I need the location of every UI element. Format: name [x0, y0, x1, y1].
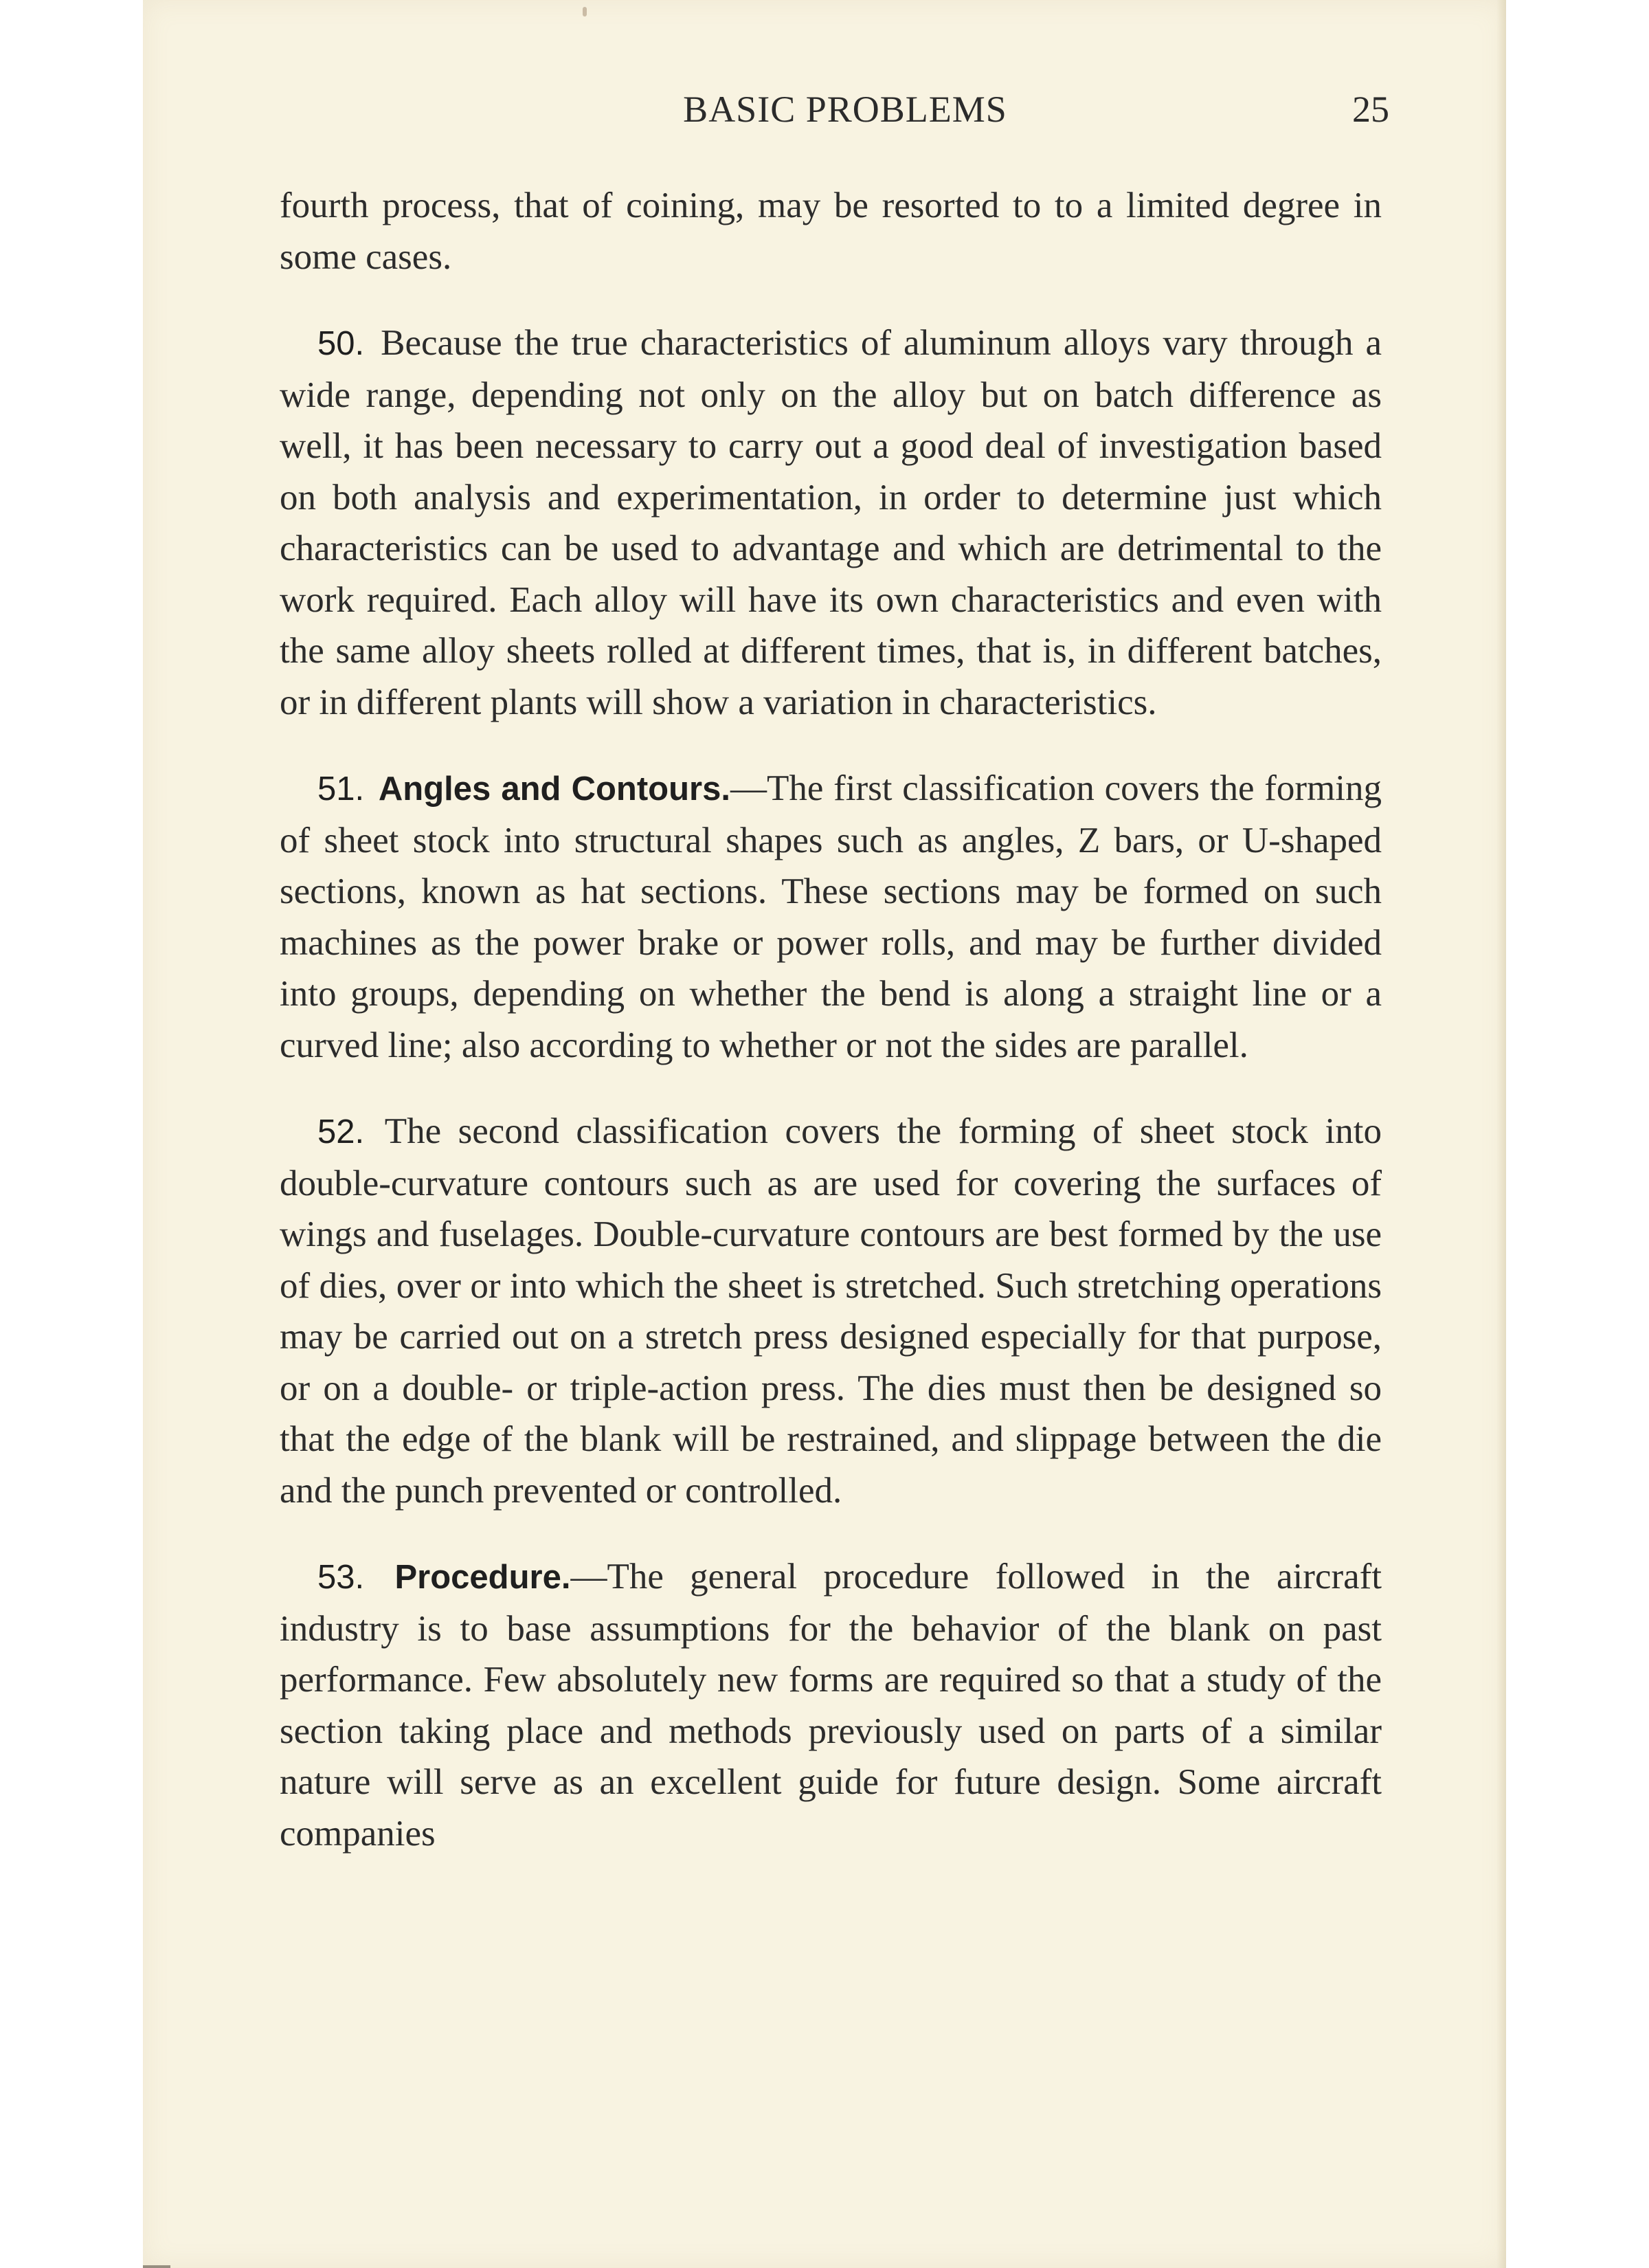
- paragraph-52: [280, 1106, 1382, 1516]
- paragraph-heading: Angles and Contours.: [378, 770, 730, 808]
- paragraph-text: The second classification covers the forming of sheet stock into double-curvature contours such as are used for covering the surfaces of wings and fuselages. Double-curvature contours are best formed by the use of dies, over or into which the sheet is stretched. Such stretching operations may be carried out on a stretch press designed especially for that purpose, or on a double- or triple-action press. The dies must then be designed so that the edge of the blank will be restrained, and slippage between the die and the punch prevented or controlled.: [280, 1111, 1382, 1511]
- scan-edge-mark: [143, 2265, 170, 2268]
- paragraph-number: 52.: [317, 1113, 365, 1150]
- paragraph-50: [280, 318, 1382, 728]
- paragraph-heading: Procedure.: [394, 1559, 571, 1596]
- paragraph-text: —The first classification covers the forming of sheet stock into structural shapes such as angles, Z bars, or U-shaped sections, known as hat sections. These sections may be formed on such machines as the power brake or power rolls, and may be further divided into groups, depending on whether the bend is along a straight line or a curved line; also according to whether or not the sides are parallel.: [280, 768, 1382, 1065]
- paragraph-text: —The general procedure followed in the aircraft industry is to base assumptions for the behavior of the blank on past performance. Few absolutely new forms are required so that a study of the section taking place and methods previously used on parts of a similar nature will serve as an excellent guide for future design. Some aircraft companies: [280, 1557, 1382, 1854]
- paragraph-text: fourth process, that of coining, may be resorted to to a limited degree in some cases.: [280, 186, 1382, 277]
- page-edge-shadow: [1496, 0, 1506, 2268]
- paragraph-number: 50.: [317, 325, 365, 362]
- page-number: 25: [1352, 89, 1389, 130]
- paragraph-text: Because the true characteristics of aluminum alloys vary through a wide range, depending not only on the alloy but on batch difference as well, it has been necessary to carry out a good deal of investigation based on both analysis and experimentation, in order to determine just which characteristics can be used to advantage and which are detrimental to the work required. Each alloy will have its own characteristics and even with the same alloy sheets rolled at different times, that is, in different batches, or in different plants will show a variation in characteristics.: [280, 323, 1382, 722]
- page-header: [275, 88, 1389, 143]
- paragraph-53: [280, 1551, 1382, 1859]
- paragraph-continuation: [280, 180, 1382, 282]
- body-text: [280, 180, 1382, 1894]
- paragraph-number: 51.: [317, 770, 365, 808]
- ink-smudge: [583, 7, 587, 16]
- running-head: BASIC PROBLEMS: [683, 89, 1007, 130]
- paragraph-number: 53.: [317, 1559, 365, 1596]
- paragraph-51: [280, 763, 1382, 1071]
